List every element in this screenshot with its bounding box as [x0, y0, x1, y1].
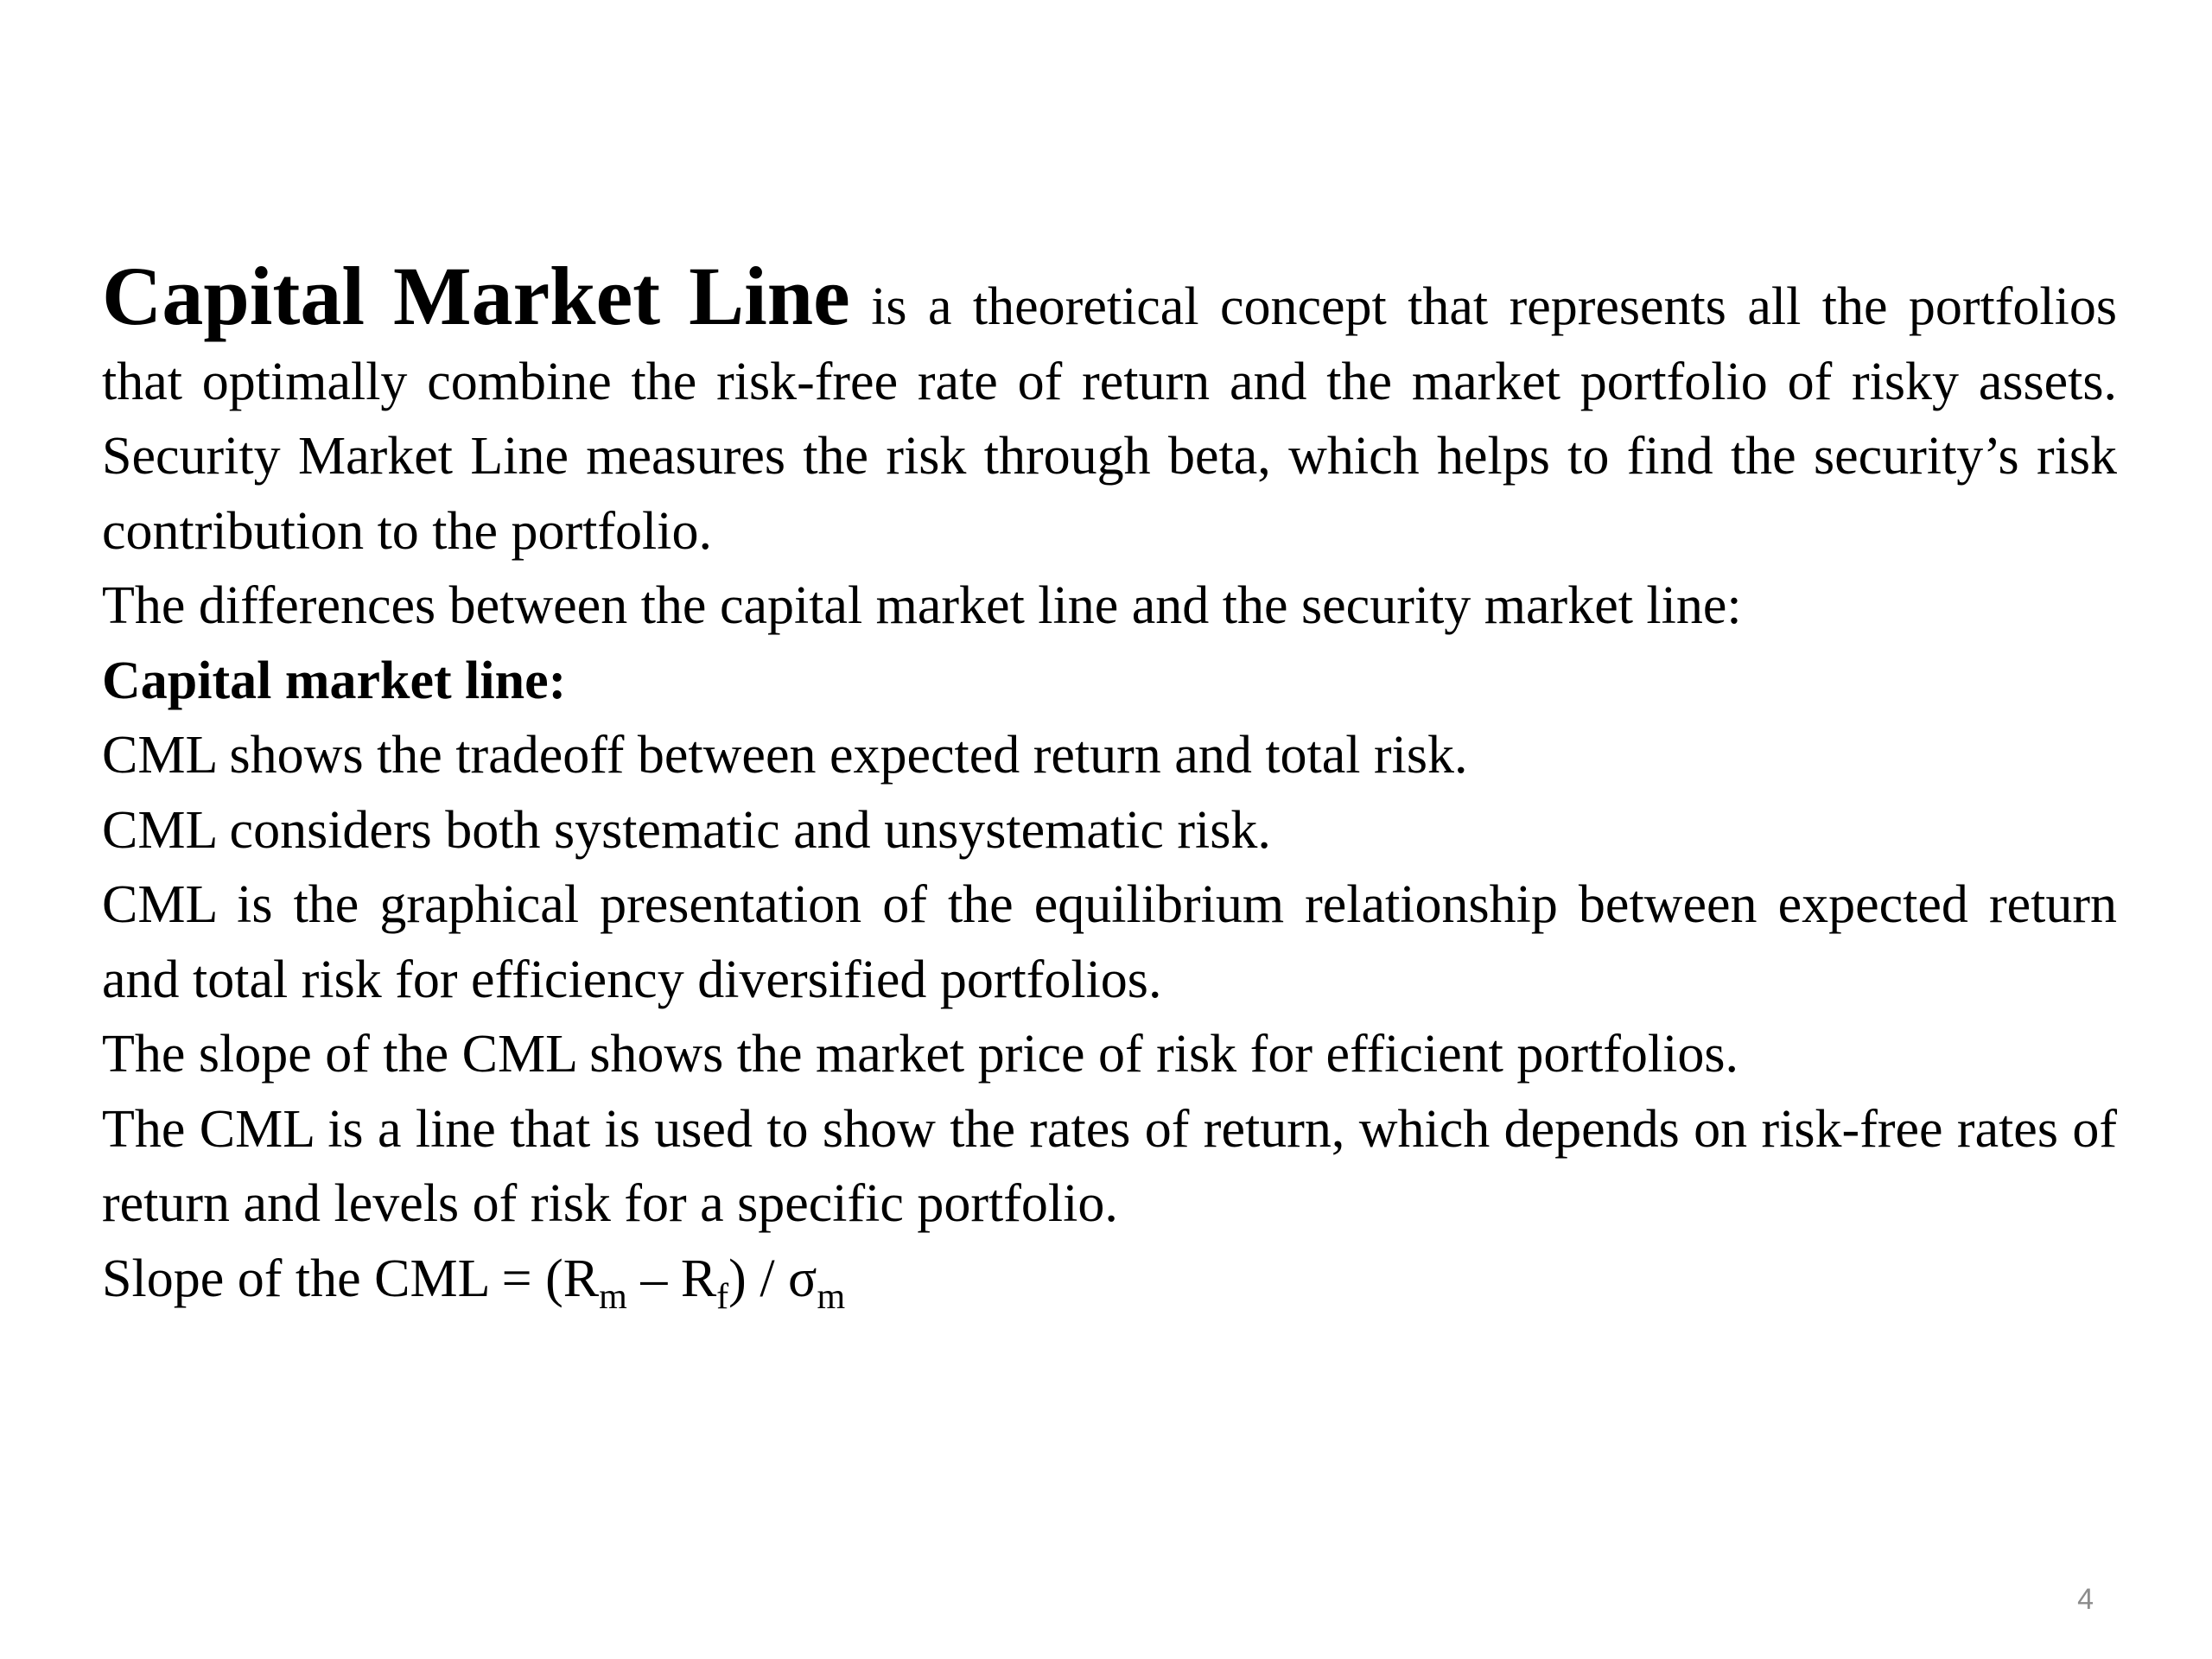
- intro-paragraph: [102, 250, 2118, 569]
- slide-body: [102, 250, 2118, 1317]
- point-2: CML considers both systematic and unsystematic risk.: [102, 800, 1271, 860]
- differences-intro: The differences between the capital market line and the security market line:: [102, 576, 1742, 635]
- formula-after: ) / σ: [728, 1249, 817, 1308]
- slope-formula: [102, 1242, 2117, 1317]
- page-number: 4: [2077, 1583, 2094, 1616]
- point-1: CML shows the tradeoff between expected return and total risk.: [102, 726, 1468, 785]
- formula-mid: – R: [626, 1249, 717, 1308]
- formula-prefix: Slope of the CML = (R: [102, 1249, 600, 1308]
- cml-heading: Capital market line:: [102, 651, 567, 710]
- formula-subscript-m: m: [599, 1276, 627, 1317]
- point-4: The slope of the CML shows the market price of risk for efficient portfolios.: [102, 1025, 1738, 1084]
- point-3: CML is the graphical presentation of the equilibrium relationship between expected return and total risk for efficiency diversified portfolios.: [102, 875, 2117, 1009]
- formula-subscript-f: f: [716, 1276, 729, 1317]
- intro-text: is a theoretical concept that represents all the portfolios that optimally combine the risk-free rate of return and the market portfolio of risky assets. Security Market Line measures the risk through beta, which helps to find the security’s risk contribution to the portfolio.: [102, 277, 2118, 561]
- point-5: The CML is a line that is used to show the rates of return, which depends on risk-free rates of return and levels of risk for a specific portfolio.: [102, 1099, 2117, 1233]
- formula-subscript-sigma-m: m: [817, 1276, 846, 1317]
- term-heading: Capital Market Line: [102, 250, 850, 342]
